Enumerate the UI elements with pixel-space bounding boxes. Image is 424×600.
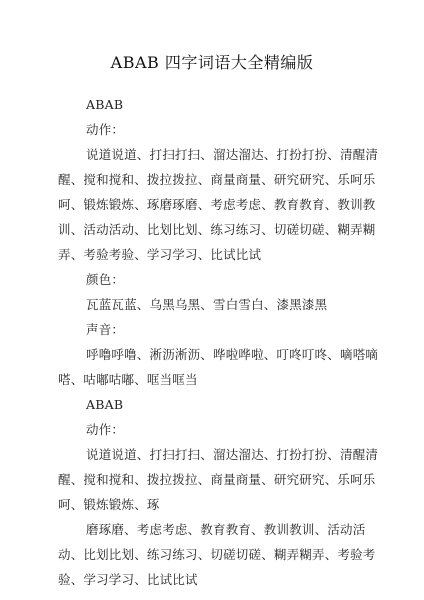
section-heading-abab: ABAB — [86, 97, 124, 112]
category-label-colors: 颜色： — [86, 272, 125, 287]
section-heading-abab: ABAB — [86, 397, 124, 412]
text-line: 嗒、咕嘟咕嘟、哐当哐当 — [58, 372, 198, 387]
text-line: 瓦蓝瓦蓝、乌黑乌黑、雪白雪白、漆黑漆黑 — [86, 297, 328, 312]
text-line: 呵、锻炼锻炼、琢磨琢磨、考虑考虑、教育教育、教训教 — [58, 197, 376, 212]
text-line: 验、学习学习、比试比试 — [58, 572, 198, 587]
text-line: 醒、搅和搅和、拨拉拨拉、商量商量、研究研究、乐呵乐 — [58, 472, 376, 487]
document-title: ABAB 四字词语大全精编版 — [110, 53, 314, 72]
text-line: 磨琢磨、考虑考虑、教育教育、教训教训、活动活 — [86, 522, 366, 537]
category-label-actions: 动作： — [86, 122, 125, 137]
text-line: 醒、搅和搅和、拨拉拨拉、商量商量、研究研究、乐呵乐 — [58, 172, 376, 187]
text-line: 弄、考验考验、学习学习、比试比试 — [58, 247, 262, 262]
text-line: 说道说道、打扫打扫、溜达溜达、打扮打扮、清醒清 — [86, 147, 379, 162]
text-line: 说道说道、打扫打扫、溜达溜达、打扮打扮、清醒清 — [86, 447, 379, 462]
text-line: 呼噜呼噜、淅沥淅沥、哗啦哗啦、叮咚叮咚、嘀嗒嘀 — [86, 347, 379, 362]
text-line: 动、比划比划、练习练习、切磋切磋、糊弄糊弄、考验考 — [58, 547, 376, 562]
text-line: 呵、锻炼锻炼、琢 — [58, 497, 160, 512]
text-line: 训、活动活动、比划比划、练习练习、切磋切磋、糊弄糊 — [58, 222, 376, 237]
category-label-sounds: 声音： — [86, 322, 125, 337]
category-label-actions: 动作： — [86, 422, 125, 437]
